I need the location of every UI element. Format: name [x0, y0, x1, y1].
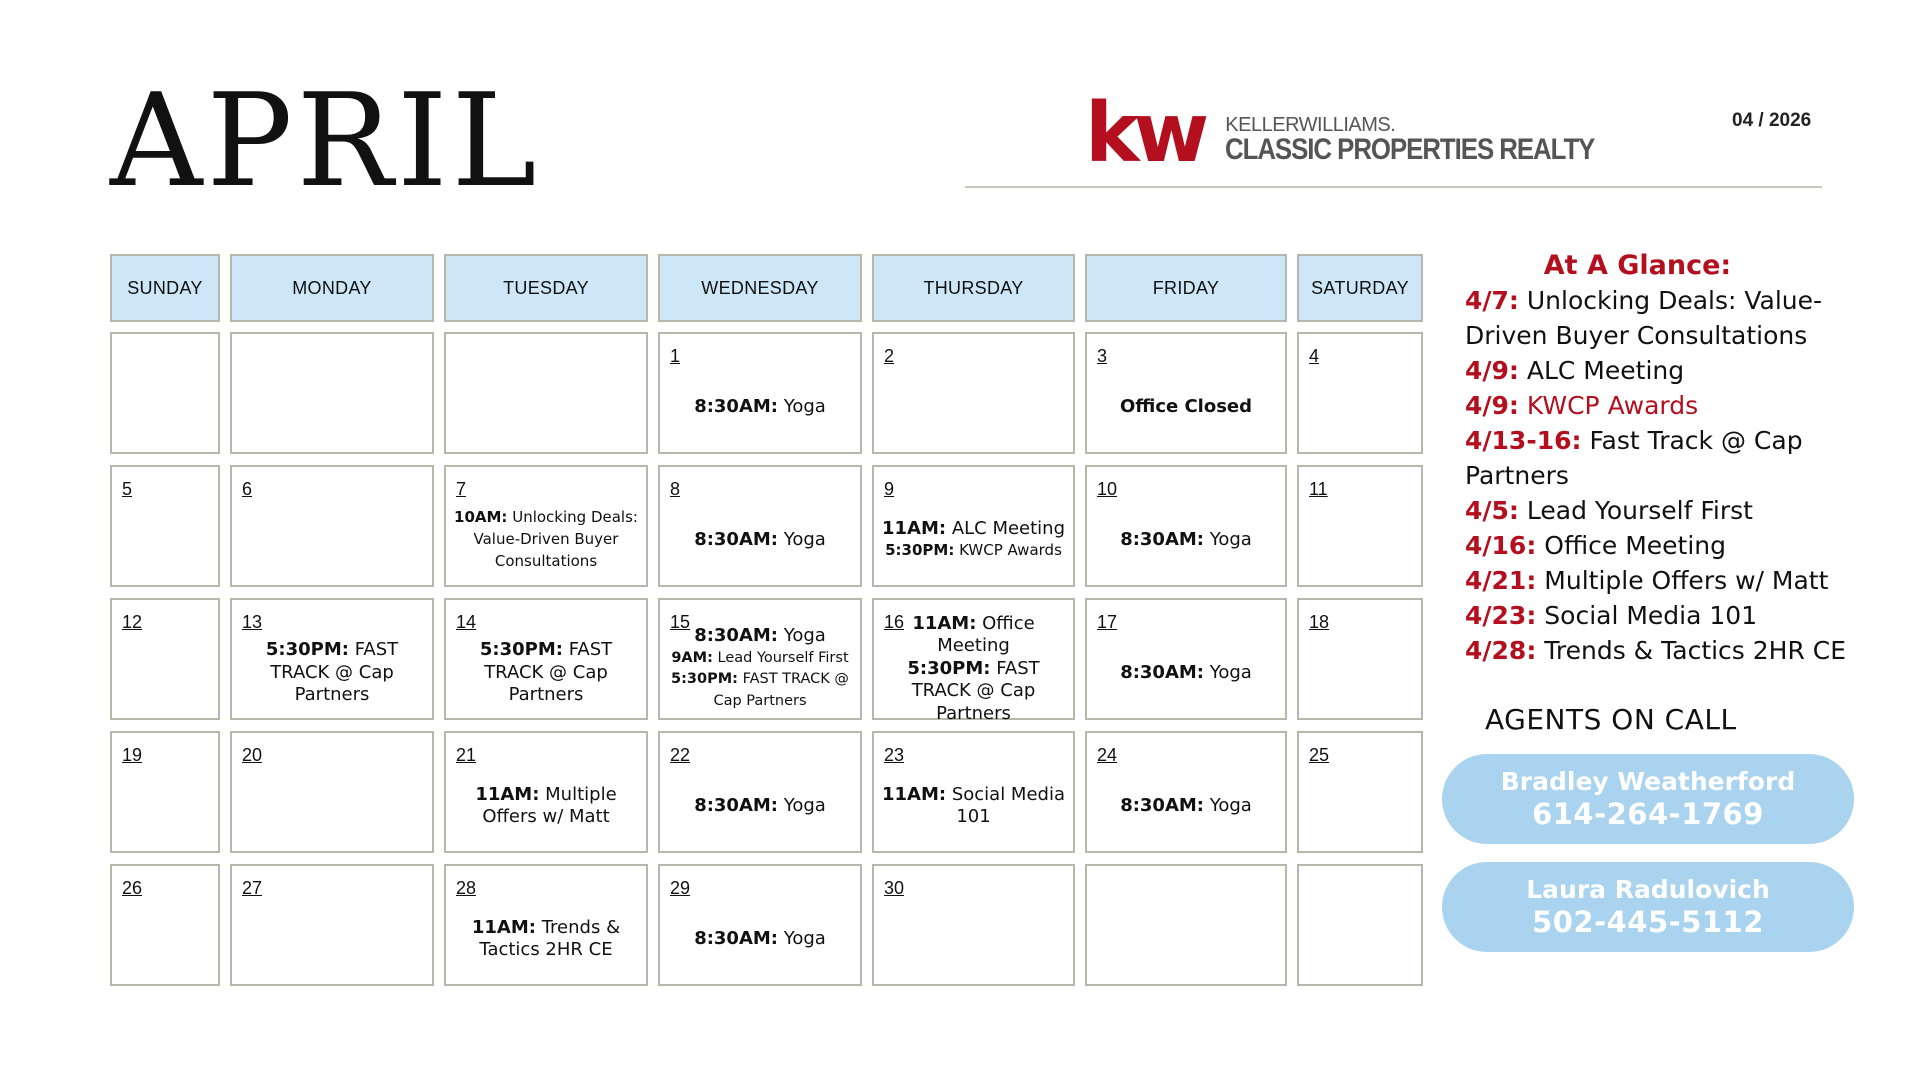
event-time: 8:30AM:: [1120, 661, 1204, 683]
agent-card: [1442, 754, 1854, 844]
day-events: [664, 497, 856, 583]
event-title: FAST TRACK @ Cap Partners: [713, 671, 849, 710]
date-number: 4: [1309, 346, 1320, 366]
day-events: [450, 896, 642, 982]
day-events: [878, 763, 1069, 849]
calendar-day-18: [1297, 598, 1423, 720]
glance-item: [1465, 633, 1865, 668]
calendar-event: [694, 625, 826, 648]
day-events: [1091, 630, 1281, 716]
at-a-glance-panel: [1465, 250, 1865, 668]
date-number: 21: [456, 745, 477, 765]
company-logo: [1085, 86, 1655, 182]
glance-event: Social Media 101: [1544, 601, 1758, 630]
header-divider: [965, 186, 1822, 188]
calendar-empty-cell: [1085, 864, 1287, 986]
calendar-event: [694, 529, 826, 552]
calendar-day-5: [110, 465, 220, 587]
day-header-monday: MONDAY: [230, 254, 434, 322]
date-number: 22: [670, 745, 691, 765]
logo-text: [1225, 115, 1655, 167]
calendar-day-1: [658, 332, 862, 454]
calendar-event: [1120, 795, 1252, 818]
event-title: Yoga: [1209, 661, 1252, 683]
date-number: 9: [884, 479, 895, 499]
day-header-tuesday: TUESDAY: [444, 254, 648, 322]
date-number: 25: [1309, 745, 1330, 765]
event-time: 9AM:: [671, 649, 713, 666]
glance-item: [1465, 528, 1865, 563]
date-number: 10: [1097, 479, 1118, 499]
calendar-day-24: [1085, 731, 1287, 853]
event-title: Yoga: [783, 625, 826, 647]
calendar-event: [236, 639, 428, 707]
event-time: 11AM:: [881, 517, 947, 539]
glance-date: 4/7:: [1465, 286, 1519, 315]
calendar-event: [450, 917, 642, 962]
glance-date: 4/16:: [1465, 531, 1537, 560]
calendar-day-7: [444, 465, 648, 587]
event-title: Office Meeting: [937, 612, 1035, 657]
calendar-day-12: [110, 598, 220, 720]
calendar-event: [882, 518, 1065, 541]
calendar-day-22: [658, 731, 862, 853]
calendar-day-16: [872, 598, 1075, 724]
event-time: 10AM:: [454, 508, 508, 527]
glance-event: Fast Track @ Cap Partners: [1465, 426, 1803, 490]
day-header-friday: FRIDAY: [1085, 254, 1287, 322]
day-events: [878, 497, 1069, 583]
date-number: 1: [670, 346, 681, 366]
calendar-day-23: [872, 731, 1075, 853]
date-number: 5: [122, 479, 133, 499]
date-number: 18: [1309, 612, 1330, 632]
month-title: APRIL: [110, 67, 541, 216]
day-header-sunday: SUNDAY: [110, 254, 220, 322]
calendar-event: [694, 795, 826, 818]
agent-card: [1442, 862, 1854, 952]
day-events: [450, 763, 642, 849]
day-events: [1091, 364, 1281, 450]
day-events: [1091, 497, 1281, 583]
event-title: Yoga: [783, 528, 826, 550]
date-number: 14: [456, 612, 477, 632]
event-title: Yoga: [1209, 794, 1252, 816]
calendar-event: [450, 639, 642, 707]
glance-date: 4/28:: [1465, 636, 1537, 665]
date-number: 19: [122, 745, 143, 765]
glance-event: Office Meeting: [1544, 531, 1726, 560]
day-events: [664, 364, 856, 450]
calendar-event: [694, 928, 826, 951]
event-title: Yoga: [783, 794, 826, 816]
glance-list: [1465, 283, 1865, 668]
agents-on-call-title: AGENTS ON CALL: [1485, 703, 1737, 736]
event-title: Yoga: [783, 395, 826, 417]
event-time: 8:30AM:: [694, 625, 778, 647]
event-time: 11AM:: [882, 783, 947, 805]
glance-event: KWCP Awards: [1526, 391, 1699, 420]
glance-title: At A Glance:: [1543, 250, 1732, 281]
event-title: Multiple Offers w/ Matt: [482, 783, 617, 827]
calendar-day-9: [872, 465, 1075, 587]
day-header-thursday: THURSDAY: [872, 254, 1075, 322]
event-time: 5:30PM:: [479, 639, 563, 661]
date-number: 6: [242, 479, 253, 499]
calendar-day-28: [444, 864, 648, 986]
calendar-event: [1120, 662, 1252, 685]
calendar-day-27: [230, 864, 434, 986]
date-number: 11: [1309, 479, 1328, 499]
date-number: 12: [122, 612, 143, 632]
glance-date: 4/9:: [1465, 391, 1519, 420]
glance-item: [1465, 423, 1865, 493]
glance-event: Lead Yourself First: [1526, 496, 1753, 525]
glance-event: Unlocking Deals: Value-Driven Buyer Consultations: [1465, 286, 1823, 350]
event-time: 5:30PM:: [265, 639, 349, 661]
calendar-day-3: [1085, 332, 1287, 454]
agent-name: Bradley Weatherford: [1500, 766, 1796, 796]
calendar-day-26: [110, 864, 220, 986]
calendar-event: [878, 613, 1069, 658]
agent-phone: 614-264-1769: [1532, 797, 1764, 832]
calendar-day-4: [1297, 332, 1423, 454]
calendar-empty-cell: [1297, 864, 1423, 986]
calendar-day-14: [444, 598, 648, 720]
kw-logo-mark: kw: [1085, 86, 1204, 182]
day-events: [664, 622, 856, 716]
event-title: Lead Yourself First: [717, 649, 849, 666]
calendar-empty-cell: [230, 332, 434, 454]
event-time: 8:30AM:: [694, 794, 778, 816]
calendar-day-30: [872, 864, 1075, 986]
event-time: 5:30PM:: [907, 657, 991, 679]
date-number: 7: [456, 479, 467, 499]
day-events: [450, 630, 642, 716]
event-title: KWCP Awards: [959, 541, 1062, 560]
calendar-event: [1120, 529, 1252, 552]
glance-date: 4/13-16:: [1465, 426, 1582, 455]
date-number: 30: [884, 878, 905, 898]
calendar-empty-cell: [444, 332, 648, 454]
event-title: FAST TRACK @ Cap Partners: [270, 639, 399, 706]
event-title: Yoga: [1209, 528, 1252, 550]
calendar-day-11: [1297, 465, 1423, 587]
event-title: FAST TRACK @ Cap Partners: [484, 639, 613, 706]
glance-item: [1465, 388, 1865, 423]
glance-item: [1465, 563, 1865, 598]
event-title: FAST TRACK @ Cap Partners: [911, 657, 1040, 724]
event-title: Yoga: [783, 927, 826, 949]
glance-item: [1465, 283, 1865, 353]
logo-line-2: CLASSIC PROPERTIES REALTY: [1225, 133, 1595, 166]
event-time: 8:30AM:: [1120, 528, 1204, 550]
calendar-day-6: [230, 465, 434, 587]
calendar-day-10: [1085, 465, 1287, 587]
event-time: Office Closed: [1119, 395, 1253, 417]
glance-date: 4/5:: [1465, 496, 1519, 525]
date-number: 24: [1097, 745, 1118, 765]
calendar-event: [671, 648, 848, 670]
glance-date: 4/23:: [1465, 601, 1537, 630]
calendar-day-29: [658, 864, 862, 986]
date-number: 17: [1097, 612, 1118, 632]
calendar-event: [664, 669, 856, 713]
date-number: 8: [670, 479, 681, 499]
event-time: 8:30AM:: [1120, 794, 1204, 816]
date-number: 28: [456, 878, 477, 898]
event-title: Unlocking Deals: Value-Driven Buyer Consultations: [473, 508, 638, 570]
glance-item: [1465, 353, 1865, 388]
glance-event: Trends & Tactics 2HR CE: [1544, 636, 1847, 665]
glance-item: [1465, 598, 1865, 633]
event-time: 11AM:: [912, 612, 977, 634]
calendar-day-21: [444, 731, 648, 853]
calendar-day-17: [1085, 598, 1287, 720]
event-time: 5:30PM:: [885, 541, 955, 560]
calendar-event: [885, 540, 1062, 562]
calendar-event: [878, 658, 1069, 726]
event-time: 8:30AM:: [694, 927, 778, 949]
date-number: 26: [122, 878, 143, 898]
calendar-day-2: [872, 332, 1075, 454]
day-events: [664, 896, 856, 982]
calendar-day-19: [110, 731, 220, 853]
agent-phone: 502-445-5112: [1532, 905, 1764, 940]
event-time: 11AM:: [471, 916, 536, 938]
day-events: [878, 612, 1069, 724]
day-events: [450, 497, 642, 583]
day-events: [664, 763, 856, 849]
date-number: 29: [670, 878, 691, 898]
calendar-event: [450, 784, 642, 829]
date-number: 23: [884, 745, 905, 765]
calendar-event: [1120, 396, 1252, 419]
date-number: 15: [670, 612, 691, 632]
event-time: 8:30AM:: [694, 395, 778, 417]
period-label: 04 / 2026: [1732, 110, 1812, 131]
date-number: 3: [1097, 346, 1108, 366]
event-time: 5:30PM:: [671, 671, 738, 688]
day-events: [236, 630, 428, 716]
glance-event: Multiple Offers w/ Matt: [1544, 566, 1829, 595]
glance-item: [1465, 493, 1865, 528]
event-time: 8:30AM:: [694, 528, 778, 550]
day-header-saturday: SATURDAY: [1297, 254, 1423, 322]
day-events: [1091, 763, 1281, 849]
glance-event: ALC Meeting: [1526, 356, 1685, 385]
logo-line-1: KELLERWILLIAMS.: [1225, 114, 1396, 136]
calendar-day-13: [230, 598, 434, 720]
agent-name: Laura Radulovich: [1526, 874, 1770, 904]
event-title: Trends & Tactics 2HR CE: [479, 916, 621, 960]
glance-date: 4/21:: [1465, 566, 1537, 595]
date-number: 13: [242, 612, 263, 632]
day-header-wednesday: WEDNESDAY: [658, 254, 862, 322]
calendar-event: [694, 396, 826, 419]
date-number: 2: [884, 346, 895, 366]
date-number: 16: [884, 612, 905, 632]
calendar-event: [878, 784, 1069, 829]
date-number: 20: [242, 745, 263, 765]
event-time: 11AM:: [475, 783, 540, 805]
calendar-day-8: [658, 465, 862, 587]
calendar-empty-cell: [110, 332, 220, 454]
calendar-day-25: [1297, 731, 1423, 853]
event-title: ALC Meeting: [951, 517, 1066, 539]
glance-date: 4/9:: [1465, 356, 1519, 385]
calendar-day-15: [658, 598, 862, 720]
calendar-event: [450, 507, 642, 572]
date-number: 27: [242, 878, 263, 898]
event-title: Social Media 101: [951, 783, 1065, 827]
calendar-day-20: [230, 731, 434, 853]
